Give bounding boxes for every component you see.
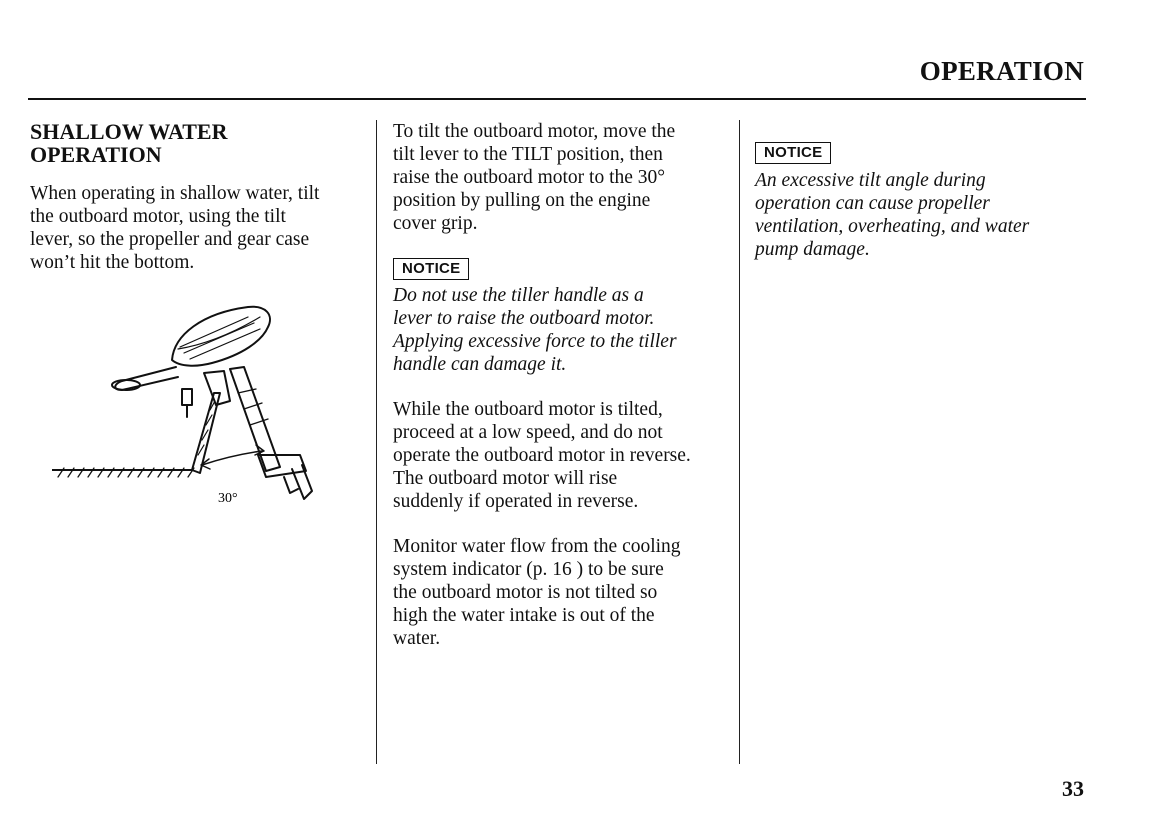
paragraph-line: tilt lever to the TILT position, then <box>393 144 663 165</box>
paragraph-line: handle can damage it. <box>393 354 567 375</box>
page-number: 33 <box>1062 776 1084 801</box>
section-heading <box>30 120 365 166</box>
page-section-title: OPERATION <box>919 56 1084 86</box>
paragraph-line: To tilt the outboard motor, move the <box>393 121 676 142</box>
clamp-screw <box>182 389 192 405</box>
paragraph-line: cover grip. <box>393 213 478 234</box>
right-column <box>755 140 1095 261</box>
paragraph-line: suddenly if operated in reverse. <box>393 491 639 512</box>
tiller-handle <box>115 367 178 390</box>
paragraph-line: ventilation, overheating, and water <box>755 216 1030 237</box>
column-divider-left <box>376 120 377 764</box>
paragraph-line: won’t hit the bottom. <box>30 252 195 273</box>
tilt-angle-notice-text <box>755 169 1095 261</box>
header-rule <box>28 98 1086 100</box>
paragraph-line: the outboard motor, using the tilt <box>30 206 286 227</box>
tiller-notice-text <box>393 284 733 376</box>
paragraph-line: Monitor water flow from the cooling <box>393 536 681 557</box>
paragraph-line: When operating in shallow water, tilt <box>30 183 320 204</box>
paragraph-line: The outboard motor will rise <box>393 468 618 489</box>
paragraph-line: An excessive tilt angle during <box>755 170 986 191</box>
paragraph-line: lever to raise the outboard motor. <box>393 308 655 329</box>
section-heading-line-1: SHALLOW WATER <box>30 119 228 144</box>
notice-badge: NOTICE <box>755 142 831 164</box>
tilt-instructions-paragraph <box>393 120 733 235</box>
tilted-operation-paragraph <box>393 398 733 513</box>
outboard-motor-tilt-illustration <box>52 305 322 515</box>
paragraph-line: high the water intake is out of the <box>393 605 655 626</box>
paragraph-line: water. <box>393 628 441 649</box>
tilt-angle-arc <box>202 451 262 465</box>
outboard-motor-diagram <box>52 305 322 515</box>
paragraph-line: raise the outboard motor to the 30° <box>393 167 666 188</box>
paragraph-line: Do not use the tiller handle as a <box>393 285 644 306</box>
propeller <box>292 465 312 499</box>
paragraph-line: lever, so the propeller and gear case <box>30 229 310 250</box>
paragraph-line: system indicator (p. 16 ) to be sure <box>393 559 664 580</box>
notice-badge: NOTICE <box>393 258 469 280</box>
section-heading-line-2: OPERATION <box>30 142 162 167</box>
paragraph-line: While the outboard motor is tilted, <box>393 399 663 420</box>
paragraph-line: pump damage. <box>755 239 870 260</box>
paragraph-line: Applying excessive force to the tiller <box>393 331 677 352</box>
paragraph-line: position by pulling on the engine <box>393 190 651 211</box>
tilt-angle-label: 30° <box>218 491 238 506</box>
paragraph-line: operate the outboard motor in reverse. <box>393 445 691 466</box>
clamp-bracket <box>204 371 230 405</box>
water-flow-paragraph <box>393 535 733 650</box>
paragraph-line: proceed at a low speed, and do not <box>393 422 663 443</box>
paragraph-line: the outboard motor is not tilted so <box>393 582 658 603</box>
left-column <box>30 120 365 274</box>
shallow-water-paragraph <box>30 182 365 274</box>
paragraph-line: operation can cause propeller <box>755 193 990 214</box>
middle-column <box>393 120 733 650</box>
column-divider-right <box>739 120 740 764</box>
